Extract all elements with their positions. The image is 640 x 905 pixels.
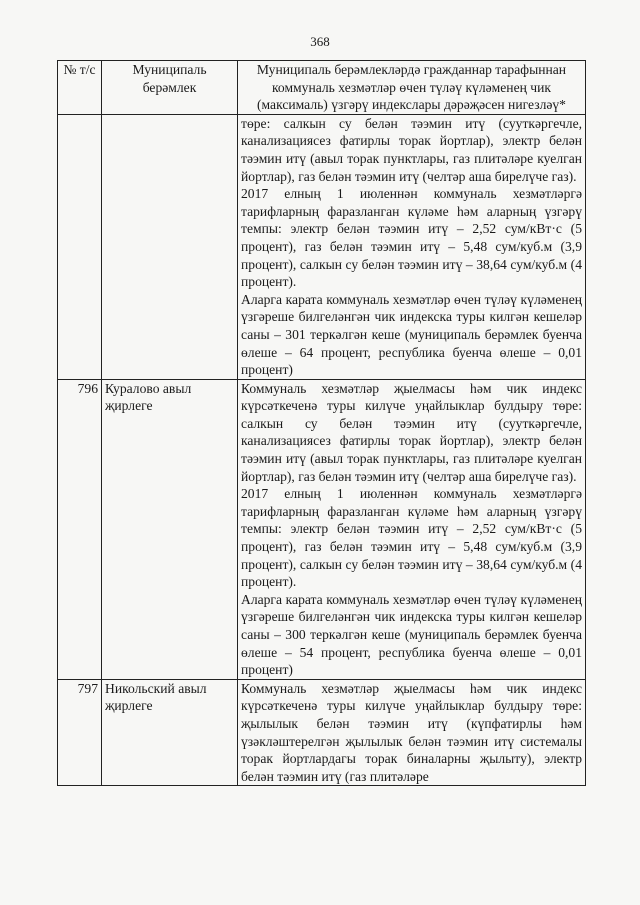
header-municipality: Муниципаль берәмлек [102, 61, 238, 115]
table-row [58, 679, 586, 786]
justification-cell [238, 679, 586, 786]
header-number: № т/с [58, 61, 102, 115]
justification-paragraph: Аларга карата коммуналь хезмәтләр өчен түләү күләменең үзгәреше билгеләнгән чик индекска туры килгән кешеләр саны – 300 теркәлгән кеше (муниципаль берәмлек буенча өлеше – 54 процент, республика буенча өлеше – 0,01 процент) [241, 591, 582, 678]
justification-paragraph: 2017 елның 1 июленнән коммуналь хезмәтләргә тарифларның фаразланган күләме һәм аларның үзгәрү темпы: электр белән тәэмин итү – 2,52 сум/кВт·с (5 процент), газ белән тәэмин итү – 5,48 сум/куб.м (3,9 процент), салкын су белән тәэмин итү – 38,64 сум/куб.м (4 процент). [241, 186, 582, 290]
row-number [58, 114, 102, 379]
justification-cell [238, 114, 586, 379]
justification-paragraph: Коммуналь хезмәтләр җыелмасы һәм чик индекс күрсәткеченә туры килүче уңайлыклар булдыру төре: җылылык белән тәэмин итү (күпфатирлы һәм үзәкләштерелгән җылылык белән тәэмин итү системалы торак йортлардагы торак биналарны җылыту), электр белән тәэмин итү (газ плитәләре [241, 680, 582, 784]
row-number: 796 [58, 379, 102, 679]
table-header-row [58, 61, 586, 115]
municipality-name: Никольский авыл җирлеге [102, 679, 238, 786]
page-number: 368 [310, 34, 330, 49]
justification-cell [238, 379, 586, 679]
justification-paragraph: 2017 елның 1 июленнән коммуналь хезмәтләргә тарифларның фаразланган күләме һәм аларның үзгәрү темпы: электр белән тәэмин итү – 2,52 сум/кВт·с (5 процент), газ белән тәэмин итү – 5,48 сум/куб.м (3,9 процент), салкын су белән тәэмин итү – 38,64 сум/куб.м (4 процент). [241, 486, 582, 590]
municipality-name [102, 114, 238, 379]
table-row [58, 114, 586, 379]
table-row [58, 379, 586, 679]
municipality-name: Куралово авыл җирлеге [102, 379, 238, 679]
row-number: 797 [58, 679, 102, 786]
justification-paragraph: төре: салкын су белән тәэмин итү (сууткәргечле, канализациясез фатирлы торак йортлар), электр белән тәэмин итү (авыл торак пунктлары, газ плитәләре куелган йортлар), газ белән тәэмин итү (челтәр аша бирелүче газ). [241, 115, 582, 184]
justification-paragraph: Аларга карата коммуналь хезмәтләр өчен түләү күләменең үзгәреше билгеләнгән чик индекска туры килгән кешеләр саны – 301 теркәлгән кеше (муниципаль берәмлек буенча өлеше – 64 процент, республика буенча өлеше – 0,01 процент) [241, 291, 582, 378]
index-table [57, 60, 586, 786]
justification-paragraph: Коммуналь хезмәтләр җыелмасы һәм чик индекс күрсәткеченә туры килүче уңайлыклар булдыру төре: салкын су белән тәэмин итү (сууткәргечле, канализациясез фатирлы торак йортлар), электр белән тәэмин итү (авыл торак пунктлары, газ плитәләре куелган йортлар), газ белән тәэмин итү (челтәр аша бирелүче газ). [241, 380, 582, 484]
header-justification: Муниципаль берәмлекләрдә гражданнар тарафыннан коммуналь хезмәтләр өчен түләү күләменең чик (максималь) үзгәрү индекслары дәрәҗәсен нигезләү* [238, 61, 586, 115]
